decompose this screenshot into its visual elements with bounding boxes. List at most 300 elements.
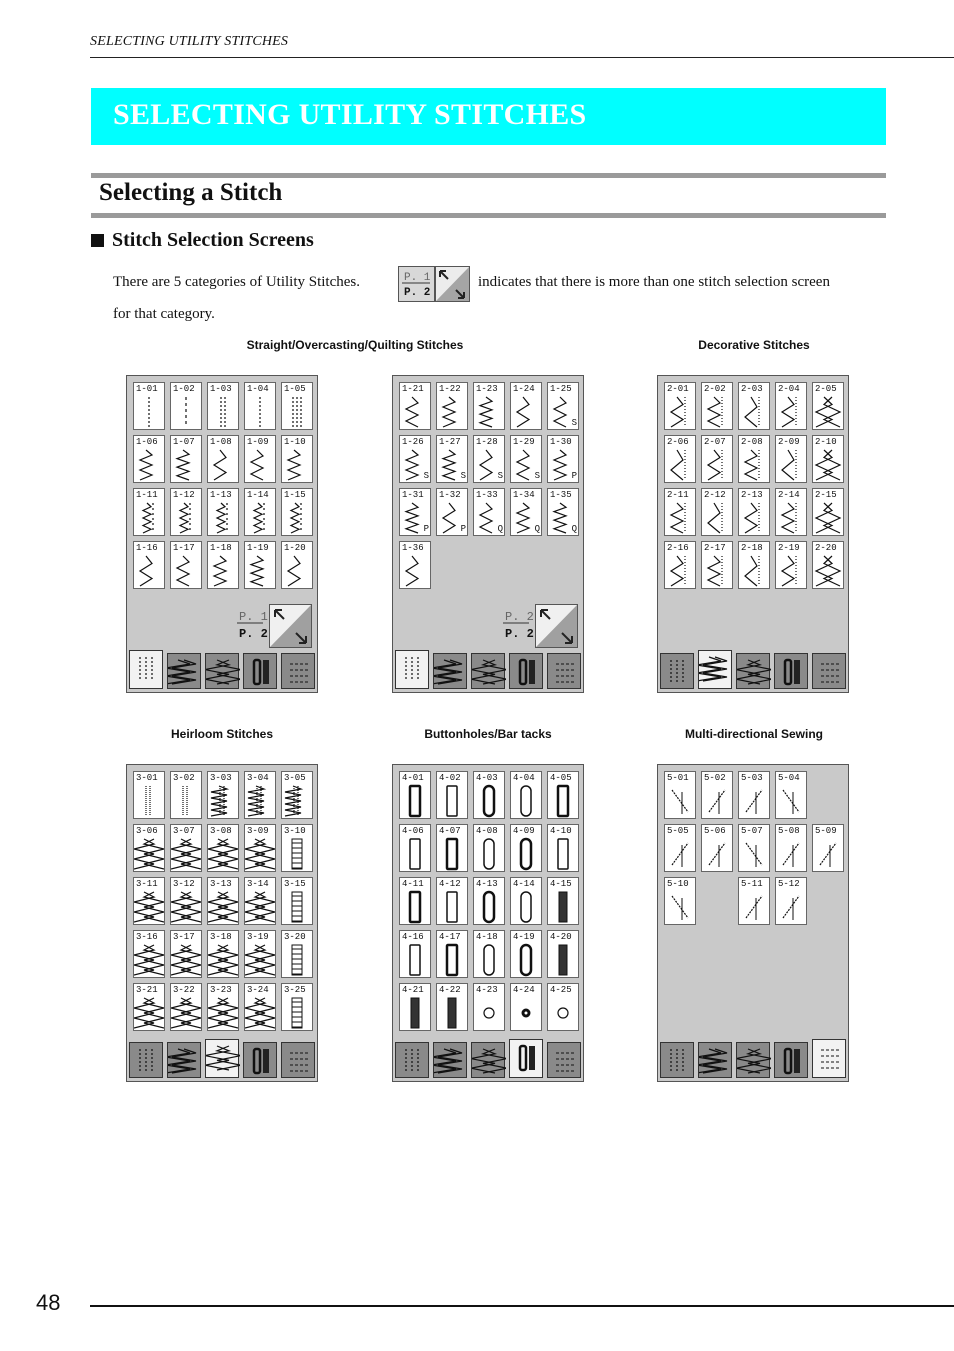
stitch-key-1-04[interactable]: [244, 382, 276, 430]
stitch-pattern-icon: [134, 393, 164, 431]
running-header: SELECTING UTILITY STITCHES: [90, 34, 289, 49]
category-tab-straight[interactable]: [660, 1042, 694, 1078]
stitch-key-label: 4-15: [550, 879, 572, 889]
stitch-key-5-10[interactable]: [664, 877, 696, 925]
stitch-pattern-icon: [665, 499, 695, 537]
buttonhole-stitch-icon: [244, 1043, 278, 1079]
caption-heirloom: Heirloom Stitches: [170, 727, 274, 741]
stitch-key-label: 2-13: [741, 490, 763, 500]
stitch-key-1-17[interactable]: [170, 541, 202, 589]
stitch-key-label: 1-08: [210, 437, 232, 447]
stitch-key-5-03[interactable]: [738, 771, 770, 819]
stitch-key-label: 5-03: [741, 773, 763, 783]
stitch-key-label: 1-28: [476, 437, 498, 447]
stitch-key-5-11[interactable]: [738, 877, 770, 925]
multi-directional-stitch-icon: [548, 1043, 582, 1079]
stitch-key-2-02[interactable]: [701, 382, 733, 430]
stitch-key-1-15[interactable]: [281, 488, 313, 536]
stitch-key-5-08[interactable]: [775, 824, 807, 872]
caption-buttonholes: Buttonholes/Bar tacks: [424, 727, 552, 741]
stitch-key-label: 2-19: [778, 543, 800, 553]
stitch-key-3-16[interactable]: [133, 930, 165, 978]
stitch-key-2-08[interactable]: [738, 435, 770, 483]
stitch-key-label: 1-21: [402, 384, 424, 394]
section-rule-top: [91, 173, 886, 178]
category-tab-buttonhole[interactable]: [243, 653, 277, 689]
stitch-pattern-icon: [282, 835, 312, 873]
heirloom-stitch-icon: [472, 654, 506, 690]
stitch-key-4-13[interactable]: [473, 877, 505, 925]
stitch-pattern-icon: [400, 835, 430, 873]
page-icon-line1: P. 1: [404, 272, 431, 284]
stitch-key-4-10[interactable]: [547, 824, 579, 872]
stitch-key-4-07[interactable]: [436, 824, 468, 872]
stitch-panel-multi: [657, 764, 849, 1082]
stitch-key-1-13[interactable]: [207, 488, 239, 536]
stitch-key-2-20[interactable]: [812, 541, 844, 589]
stitch-pattern-icon: [208, 552, 238, 590]
stitch-key-4-22[interactable]: [436, 983, 468, 1031]
category-tab-multi-directional[interactable]: [547, 653, 581, 689]
stitch-pattern-icon: [134, 446, 164, 484]
stitch-key-1-08[interactable]: [207, 435, 239, 483]
stitch-key-1-34[interactable]: [510, 488, 542, 536]
stitch-key-1-25[interactable]: [547, 382, 579, 430]
buttonhole-stitch-icon: [775, 1043, 809, 1079]
stitch-key-label: 2-08: [741, 437, 763, 447]
subsection-title: [91, 229, 314, 252]
stitch-key-label: 4-20: [550, 932, 572, 942]
stitch-key-1-36[interactable]: [399, 541, 431, 589]
stitch-pattern-icon: [739, 499, 769, 537]
heirloom-stitch-icon: [206, 654, 240, 690]
stitch-key-label: 3-04: [247, 773, 269, 783]
stitch-key-label: 1-05: [284, 384, 306, 394]
stitch-key-1-23[interactable]: [473, 382, 505, 430]
stitch-key-3-04[interactable]: [244, 771, 276, 819]
stitch-key-label: 2-09: [778, 437, 800, 447]
stitch-key-4-11[interactable]: [399, 877, 431, 925]
stitch-key-4-23[interactable]: [473, 983, 505, 1031]
footer-rule: [90, 1305, 954, 1307]
stitch-key-2-18[interactable]: [738, 541, 770, 589]
stitch-key-1-24[interactable]: [510, 382, 542, 430]
page-number: 48: [36, 1290, 61, 1315]
stitch-key-label: 5-12: [778, 879, 800, 889]
stitch-key-3-10[interactable]: [281, 824, 313, 872]
stitch-pattern-icon: [776, 499, 806, 537]
stitch-key-label: 3-13: [210, 879, 232, 889]
stitch-key-label: 1-30: [550, 437, 572, 447]
decorative-stitch-icon: [699, 1043, 733, 1079]
stitch-key-3-09[interactable]: [244, 824, 276, 872]
stitch-pattern-icon: [665, 782, 695, 820]
stitch-key-4-19[interactable]: [510, 930, 542, 978]
stitch-key-2-05[interactable]: [812, 382, 844, 430]
stitch-key-1-27[interactable]: [436, 435, 468, 483]
stitch-key-label: 1-26: [402, 437, 424, 447]
decorative-stitch-icon: [434, 1043, 468, 1079]
stitch-key-5-07[interactable]: [738, 824, 770, 872]
stitch-key-label: 3-06: [136, 826, 158, 836]
stitch-key-2-09[interactable]: [775, 435, 807, 483]
stitch-key-4-09[interactable]: [510, 824, 542, 872]
stitch-pattern-icon: [245, 835, 275, 873]
stitch-pattern-icon: [548, 888, 578, 926]
stitch-pattern-icon: [208, 499, 238, 537]
stitch-key-1-28[interactable]: [473, 435, 505, 483]
stitch-key-label: 1-19: [247, 543, 269, 553]
stitch-pattern-icon: [134, 552, 164, 590]
stitch-key-5-04[interactable]: [775, 771, 807, 819]
stitch-key-label: 4-16: [402, 932, 424, 942]
stitch-key-1-18[interactable]: [207, 541, 239, 589]
stitch-key-1-07[interactable]: [170, 435, 202, 483]
stitch-pattern-icon: [739, 782, 769, 820]
stitch-key-label: 3-10: [284, 826, 306, 836]
stitch-key-suffix: S: [460, 471, 466, 481]
category-tab-straight[interactable]: [129, 1042, 163, 1078]
stitch-key-label: 1-34: [513, 490, 535, 500]
stitch-key-5-05[interactable]: [664, 824, 696, 872]
stitch-key-1-01[interactable]: [133, 382, 165, 430]
stitch-key-3-08[interactable]: [207, 824, 239, 872]
stitch-key-1-09[interactable]: [244, 435, 276, 483]
stitch-key-3-07[interactable]: [170, 824, 202, 872]
stitch-key-2-19[interactable]: [775, 541, 807, 589]
stitch-key-1-14[interactable]: [244, 488, 276, 536]
category-tab-straight[interactable]: [395, 650, 429, 689]
stitch-key-1-30[interactable]: [547, 435, 579, 483]
stitch-key-4-24[interactable]: [510, 983, 542, 1031]
category-tab-multi-directional[interactable]: [812, 1039, 846, 1078]
stitch-pattern-icon: [171, 446, 201, 484]
category-tab-decorative[interactable]: [698, 1042, 732, 1078]
stitch-key-2-12[interactable]: [701, 488, 733, 536]
category-tab-straight[interactable]: [660, 653, 694, 689]
stitch-pattern-icon: [511, 393, 541, 431]
stitch-key-3-23[interactable]: [207, 983, 239, 1031]
stitch-key-1-19[interactable]: [244, 541, 276, 589]
stitch-pattern-icon: [208, 835, 238, 873]
stitch-key-label: 4-22: [439, 985, 461, 995]
stitch-key-2-03[interactable]: [738, 382, 770, 430]
stitch-pattern-icon: [776, 552, 806, 590]
stitch-key-2-16[interactable]: [664, 541, 696, 589]
stitch-pattern-icon: [282, 782, 312, 820]
stitch-key-label: 4-08: [476, 826, 498, 836]
category-tab-heirloom[interactable]: [205, 653, 239, 689]
category-tab-heirloom[interactable]: [205, 1039, 239, 1078]
category-tab-buttonhole[interactable]: [509, 1039, 543, 1078]
stitch-key-1-29[interactable]: [510, 435, 542, 483]
section-rule-bottom: [91, 213, 886, 218]
stitch-key-label: 3-14: [247, 879, 269, 889]
page-selector-button[interactable]: [237, 604, 313, 648]
stitch-key-1-35[interactable]: [547, 488, 579, 536]
stitch-key-1-20[interactable]: [281, 541, 313, 589]
stitch-key-3-14[interactable]: [244, 877, 276, 925]
pager-line2: P. 2: [239, 627, 268, 641]
stitch-key-label: 3-22: [173, 985, 195, 995]
stitch-key-4-12[interactable]: [436, 877, 468, 925]
stitch-key-1-16[interactable]: [133, 541, 165, 589]
stitch-key-3-12[interactable]: [170, 877, 202, 925]
stitch-key-1-03[interactable]: [207, 382, 239, 430]
stitch-key-2-06[interactable]: [664, 435, 696, 483]
stitch-pattern-icon: [282, 393, 312, 431]
stitch-pattern-icon: [400, 941, 430, 979]
stitch-pattern-icon: [437, 888, 467, 926]
stitch-key-label: 2-01: [667, 384, 689, 394]
stitch-pattern-icon: [474, 782, 504, 820]
stitch-pattern-icon: [702, 782, 732, 820]
category-tab-heirloom[interactable]: [471, 653, 505, 689]
stitch-key-3-20[interactable]: [281, 930, 313, 978]
stitch-key-1-22[interactable]: [436, 382, 468, 430]
stitch-key-2-10[interactable]: [812, 435, 844, 483]
stitch-pattern-icon: [813, 552, 843, 590]
category-tab-multi-directional[interactable]: [281, 1042, 315, 1078]
stitch-key-label: 3-15: [284, 879, 306, 889]
stitch-key-1-02[interactable]: [170, 382, 202, 430]
stitch-key-1-05[interactable]: [281, 382, 313, 430]
stitch-key-label: 1-22: [439, 384, 461, 394]
stitch-pattern-icon: [171, 941, 201, 979]
stitch-key-4-01[interactable]: [399, 771, 431, 819]
stitch-pattern-icon: [171, 835, 201, 873]
decorative-stitch-icon: [168, 1043, 202, 1079]
straight-stitch-icon: [130, 651, 164, 687]
stitch-key-4-21[interactable]: [399, 983, 431, 1031]
stitch-key-4-02[interactable]: [436, 771, 468, 819]
caption-multi: Multi-directional Sewing: [684, 727, 823, 741]
stitch-key-label: 5-10: [667, 879, 689, 889]
stitch-key-3-06[interactable]: [133, 824, 165, 872]
category-tab-heirloom[interactable]: [471, 1042, 505, 1078]
buttonhole-stitch-icon: [775, 654, 809, 690]
decorative-stitch-icon: [699, 651, 733, 687]
stitch-key-label: 3-11: [136, 879, 158, 889]
stitch-key-label: 2-10: [815, 437, 837, 447]
stitch-key-label: 1-23: [476, 384, 498, 394]
buttonhole-stitch-icon: [510, 654, 544, 690]
stitch-key-2-01[interactable]: [664, 382, 696, 430]
stitch-key-4-25[interactable]: [547, 983, 579, 1031]
category-tab-straight[interactable]: [395, 1042, 429, 1078]
category-tab-decorative[interactable]: [433, 653, 467, 689]
stitch-key-label: 2-02: [704, 384, 726, 394]
category-tab-buttonhole[interactable]: [243, 1042, 277, 1078]
stitch-key-4-06[interactable]: [399, 824, 431, 872]
category-tab-multi-directional[interactable]: [281, 653, 315, 689]
stitch-key-4-16[interactable]: [399, 930, 431, 978]
stitch-key-4-18[interactable]: [473, 930, 505, 978]
stitch-key-5-06[interactable]: [701, 824, 733, 872]
stitch-key-suffix: P: [423, 524, 429, 534]
page-selector-button[interactable]: [503, 604, 579, 648]
stitch-pattern-icon: [511, 782, 541, 820]
stitch-key-label: 4-21: [402, 985, 424, 995]
stitch-key-label: 4-18: [476, 932, 498, 942]
stitch-key-4-04[interactable]: [510, 771, 542, 819]
stitch-key-3-11[interactable]: [133, 877, 165, 925]
stitch-key-label: 5-09: [815, 826, 837, 836]
heirloom-stitch-icon: [737, 654, 771, 690]
stitch-key-3-02[interactable]: [170, 771, 202, 819]
stitch-key-2-04[interactable]: [775, 382, 807, 430]
stitch-pattern-icon: [776, 393, 806, 431]
intro-text-after: indicates that there is more than one stitch selection screen: [478, 274, 830, 290]
category-tab-straight[interactable]: [129, 650, 163, 689]
stitch-key-1-06[interactable]: [133, 435, 165, 483]
stitch-key-label: 4-24: [513, 985, 535, 995]
stitch-key-2-14[interactable]: [775, 488, 807, 536]
stitch-key-1-33[interactable]: [473, 488, 505, 536]
stitch-pattern-icon: [208, 994, 238, 1032]
stitch-key-label: 3-19: [247, 932, 269, 942]
buttonhole-stitch-icon: [244, 654, 278, 690]
stitch-key-3-24[interactable]: [244, 983, 276, 1031]
stitch-key-label: 1-15: [284, 490, 306, 500]
stitch-key-label: 1-18: [210, 543, 232, 553]
stitch-key-4-14[interactable]: [510, 877, 542, 925]
stitch-key-3-19[interactable]: [244, 930, 276, 978]
category-tab-decorative[interactable]: [167, 653, 201, 689]
stitch-key-label: 4-06: [402, 826, 424, 836]
category-tab-decorative[interactable]: [167, 1042, 201, 1078]
stitch-key-1-11[interactable]: [133, 488, 165, 536]
stitch-pattern-icon: [776, 888, 806, 926]
stitch-key-3-25[interactable]: [281, 983, 313, 1031]
stitch-pattern-icon: [702, 552, 732, 590]
straight-stitch-icon: [396, 651, 430, 687]
stitch-key-3-03[interactable]: [207, 771, 239, 819]
category-tab-heirloom[interactable]: [736, 1042, 770, 1078]
stitch-pattern-icon: [400, 393, 430, 431]
stitch-key-1-26[interactable]: [399, 435, 431, 483]
stitch-pattern-icon: [548, 941, 578, 979]
stitch-pattern-icon: [739, 393, 769, 431]
stitch-key-3-18[interactable]: [207, 930, 239, 978]
stitch-key-label: 1-03: [210, 384, 232, 394]
stitch-key-2-13[interactable]: [738, 488, 770, 536]
stitch-key-5-09[interactable]: [812, 824, 844, 872]
stitch-key-2-11[interactable]: [664, 488, 696, 536]
stitch-key-3-15[interactable]: [281, 877, 313, 925]
stitch-pattern-icon: [437, 941, 467, 979]
stitch-key-5-01[interactable]: [664, 771, 696, 819]
stitch-key-5-02[interactable]: [701, 771, 733, 819]
stitch-key-label: 4-14: [513, 879, 535, 889]
category-tab-buttonhole[interactable]: [774, 653, 808, 689]
stitch-panel-straight-page2: [392, 375, 584, 693]
category-tab-multi-directional[interactable]: [547, 1042, 581, 1078]
stitch-pattern-icon: [813, 835, 843, 873]
category-tab-buttonhole[interactable]: [509, 653, 543, 689]
multi-directional-stitch-icon: [548, 654, 582, 690]
stitch-key-4-08[interactable]: [473, 824, 505, 872]
stitch-key-2-07[interactable]: [701, 435, 733, 483]
stitch-key-1-32[interactable]: [436, 488, 468, 536]
stitch-key-1-31[interactable]: [399, 488, 431, 536]
stitch-key-label: 4-10: [550, 826, 572, 836]
stitch-key-4-03[interactable]: [473, 771, 505, 819]
stitch-pattern-icon: [282, 446, 312, 484]
stitch-key-suffix: S: [534, 471, 540, 481]
stitch-key-3-17[interactable]: [170, 930, 202, 978]
stitch-key-3-01[interactable]: [133, 771, 165, 819]
category-tab-multi-directional[interactable]: [812, 653, 846, 689]
stitch-key-4-05[interactable]: [547, 771, 579, 819]
stitch-pattern-icon: [400, 552, 430, 590]
stitch-pattern-icon: [813, 393, 843, 431]
stitch-key-3-22[interactable]: [170, 983, 202, 1031]
stitch-key-3-13[interactable]: [207, 877, 239, 925]
stitch-key-3-21[interactable]: [133, 983, 165, 1031]
category-tab-decorative[interactable]: [433, 1042, 467, 1078]
stitch-key-label: 3-02: [173, 773, 195, 783]
stitch-key-5-12[interactable]: [775, 877, 807, 925]
stitch-key-label: 4-04: [513, 773, 535, 783]
stitch-key-label: 4-25: [550, 985, 572, 995]
header-rule: [90, 57, 954, 58]
heirloom-stitch-icon: [206, 1040, 240, 1076]
stitch-key-label: 3-25: [284, 985, 306, 995]
stitch-key-1-10[interactable]: [281, 435, 313, 483]
stitch-key-3-05[interactable]: [281, 771, 313, 819]
stitch-key-label: 4-12: [439, 879, 461, 889]
stitch-key-1-12[interactable]: [170, 488, 202, 536]
stitch-pattern-icon: [665, 888, 695, 926]
stitch-key-4-15[interactable]: [547, 877, 579, 925]
heirloom-stitch-icon: [472, 1043, 506, 1079]
stitch-key-label: 1-31: [402, 490, 424, 500]
stitch-key-2-15[interactable]: [812, 488, 844, 536]
stitch-key-4-17[interactable]: [436, 930, 468, 978]
stitch-key-label: 3-03: [210, 773, 232, 783]
stitch-key-2-17[interactable]: [701, 541, 733, 589]
category-tab-buttonhole[interactable]: [774, 1042, 808, 1078]
stitch-pattern-icon: [739, 835, 769, 873]
stitch-key-label: 1-24: [513, 384, 535, 394]
stitch-key-1-21[interactable]: [399, 382, 431, 430]
intro-text-before: There are 5 categories of Utility Stitches.: [113, 274, 360, 290]
category-tab-heirloom[interactable]: [736, 653, 770, 689]
stitch-key-label: 2-03: [741, 384, 763, 394]
stitch-key-label: 1-10: [284, 437, 306, 447]
category-tab-decorative[interactable]: [698, 650, 732, 689]
stitch-pattern-icon: [245, 393, 275, 431]
stitch-key-label: 1-01: [136, 384, 158, 394]
stitch-key-label: 2-04: [778, 384, 800, 394]
stitch-pattern-icon: [282, 941, 312, 979]
stitch-pattern-icon: [665, 446, 695, 484]
stitch-pattern-icon: [511, 835, 541, 873]
stitch-pattern-icon: [702, 499, 732, 537]
stitch-key-label: 1-35: [550, 490, 572, 500]
stitch-key-label: 3-23: [210, 985, 232, 995]
stitch-pattern-icon: [474, 994, 504, 1032]
page-selector-icon: [398, 266, 470, 302]
stitch-pattern-icon: [776, 835, 806, 873]
category-tab-bar: [395, 650, 581, 690]
stitch-pattern-icon: [245, 499, 275, 537]
stitch-pattern-icon: [208, 446, 238, 484]
pager-line1: P. 1: [239, 610, 268, 624]
stitch-key-label: 2-18: [741, 543, 763, 553]
stitch-key-4-20[interactable]: [547, 930, 579, 978]
